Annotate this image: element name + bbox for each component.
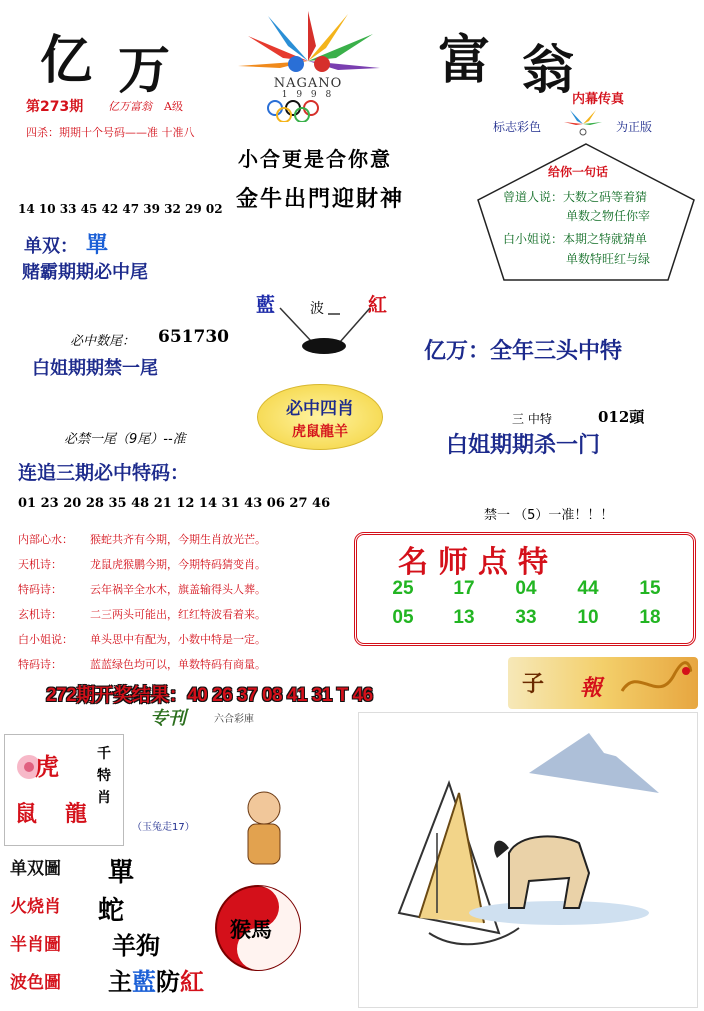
poem-label: 特码诗： [18,658,62,671]
four-xiao-title: 必中四肖 [286,399,354,419]
issue-number: 第273期 [26,99,84,115]
ban-one: 禁一 （5）一准！！！ [484,508,614,523]
poem-row [18,531,266,547]
label-column [4,848,84,1006]
zodiac-dragon: 龍 [65,802,88,827]
lan-label: 藍 [132,968,156,996]
wave-mid: 波 [310,301,324,317]
logo-text: NAGANO [273,76,343,91]
child-figure-icon [224,786,304,876]
poem-label: 玄机诗： [18,608,62,621]
pick-number: 25 [392,578,414,599]
zodiac-vertical: 千特肖 [97,746,111,806]
poem-text: 云年祸辛全水木，旗盖输得头人葬。 [90,583,266,596]
label-item: 波色圖 [10,973,61,993]
zibao-banner [508,657,698,709]
zibao-zi: 子 [522,672,545,697]
issue-brand: 亿万富翁 [108,100,152,113]
danshuang-value: 單 [86,233,109,258]
title-char-weng: 翁 [522,40,575,101]
small-logo-icon [560,108,606,138]
poem-text: 单头思中有配为，小数中特是一定。 [90,633,266,646]
poem-text: 二三两头可能出，红红特波看着来。 [90,608,266,621]
pick-number: 18 [639,607,661,628]
slogan-1: 小合更是合你意 [238,147,392,171]
tail-subtitle: 白姐期期禁一尾 [32,358,158,379]
poem-row [18,631,266,647]
zibao-bao: 報 [580,676,603,701]
issue-grade: A级 [164,100,183,113]
pick-snake: 蛇 [98,896,125,926]
zhu-label: 主 [108,968,132,996]
pick-number: 04 [515,578,537,599]
poem-text: 猴蛇共齐有今期，今期生肖放光芒。 [90,533,266,546]
pick-bottom-line [108,962,204,997]
numbers-row-1: 14 10 33 45 42 47 39 32 29 02 [18,202,223,216]
fax-title: 内幕传真 [572,92,625,107]
label-item: 半肖圖 [10,935,61,955]
tail-value: 651730 [158,327,229,347]
title-char-yi: 亿 [40,30,93,91]
fax-left: 标志彩色 [493,120,542,134]
pick-dan: 單 [108,858,135,888]
fax-line-2: 单数之物任你宰 [566,209,651,223]
pick-sheep-dog: 羊狗 [112,932,160,960]
label-item: 单双圖 [10,859,61,879]
wave-bowl-icon [270,300,380,360]
poem-label: 内部心水： [18,533,73,546]
zhuankan-title: 专刊 [150,708,186,729]
fang-label: 防 [156,968,180,996]
slogan-2: 金牛出門迎財神 [236,186,405,212]
title-char-wan: 万 [118,40,171,101]
poem-row [18,656,266,672]
poem-text: 蓝蓝绿色均可以，单数特码有商量。 [90,658,266,671]
pick-monkey-horse: 猴馬 [230,918,272,942]
nagano-logo [208,6,408,131]
issue-note: 四杀：期期十个号码——准 十准八 [26,126,195,139]
illustration-panel [358,712,698,1008]
wave-red: 紅 [368,294,388,316]
yiwan-tagline: 亿万：全年三头中特 [424,339,623,364]
head-special-label: 三 中特 [512,412,552,426]
poem-text: 龙鼠虎猴鹏今期，今期特码猜变肖。 [90,558,266,571]
poem-label: 天机诗： [18,558,62,571]
fax-right: 为正版 [616,120,653,134]
chase-numbers: 01 23 20 28 35 48 21 12 14 31 43 06 27 46 [18,496,331,511]
zodiac-card [4,734,124,846]
danshuang-label: 单双： [24,236,78,257]
jin-tail: 必禁一尾（9尾）--准 [64,432,186,447]
kill-door: 白姐期期杀一门 [446,433,601,458]
four-xiao-value: 虎鼠龍羊 [292,424,348,440]
chase-title: 连追三期必中特码： [18,462,190,484]
fax-line-4: 单数特旺红与绿 [566,252,651,266]
poem-row [18,581,266,597]
label-item: 火烧肖 [10,897,61,917]
pick-number: 05 [392,607,414,628]
side-label: （玉兔走17） [132,822,195,833]
poem-row [18,606,266,622]
dragon-icon [618,661,694,705]
title-char-fu: 富 [438,30,491,91]
fax-line-3: 白小姐说：本期之特就猜单 [503,232,648,246]
master-pick-title: 名师点特 [398,545,558,580]
four-xiao-badge [257,384,383,450]
head-special-value: 012頭 [598,408,645,426]
zodiac-tiger: 虎 [35,753,59,781]
zodiac-rat: 鼠 [15,802,38,827]
hong-label: 紅 [180,968,204,996]
zhuankan-sub: 六合彩庫 [214,714,254,725]
logo-year: 1 9 9 8 [281,90,335,100]
result-line: 272期开奖结果：40 26 37 08 41 31 T 46 [46,685,373,706]
pick-number: 17 [453,578,475,599]
fax-heading: 给你一句话 [548,165,609,179]
dog-tent-illustration [359,713,697,1007]
pick-number: 44 [577,578,599,599]
pick-number: 15 [639,578,661,599]
poem-label: 白小姐说： [18,633,73,646]
danshuang-subtitle: 赌霸期期必中尾 [22,262,148,283]
pick-number: 10 [577,607,599,628]
fax-line-1: 曾道人说：大数之码等着猜 [503,190,648,204]
pick-number: 33 [515,607,537,628]
poem-label: 特码诗： [18,583,62,596]
olympic-rings-icon [263,100,353,122]
wave-blue: 藍 [256,294,276,316]
poem-row [18,556,266,572]
tail-label: 必中数尾： [70,334,136,349]
pick-number: 13 [453,607,475,628]
